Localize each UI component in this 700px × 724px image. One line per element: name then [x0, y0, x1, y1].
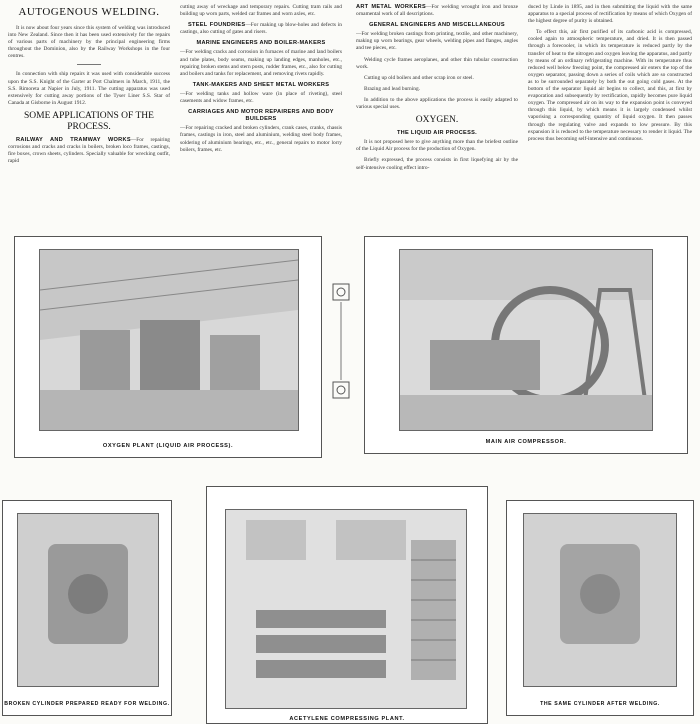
paragraph-text: —For repairing corrosions and cracks and cracks in boilers, broken loco frames, castings, fire boxes, crown sheets, cylinders. Specially valuable for wrecking outfit, rapid: [8, 136, 170, 165]
paragraph: cutting away of wreckage and temporary repairs. Cutting tram rails and building up worn parts, welded car frames and worn axles, etc.: [180, 4, 342, 18]
photo-caption: OXYGEN PLANT (LIQUID AIR PROCESS).: [102, 443, 234, 449]
section-title: SOME APPLICATIONS OF THE PROCESS.: [24, 110, 154, 132]
paragraph: Welding cycle frames aeroplanes, and other thin tubular construction work.: [356, 56, 518, 70]
paragraph: Cutting up old boilers and other scrap iron or steel.: [364, 74, 474, 81]
photo-caption: BROKEN CYLINDER PREPARED READY FOR WELDING.: [4, 701, 170, 707]
paragraph: In addition to the above applications the process is easily adapted to various special uses.: [356, 96, 518, 111]
paragraph: Brazing and lead burning.: [364, 85, 420, 92]
photo-frame-main-compressor: [364, 236, 688, 454]
paragraph: It is not proposed here to give anything more than the briefest outline of the Liquid Air process for the production of Oxygen.: [356, 139, 518, 153]
paragraph: —For welding broken castings from printing, textile, and other machinery, making up worn bearings, gear wheels, welding pipes and flanges, angles and tee pieces, etc.: [356, 31, 518, 52]
factory-interior-illustration: [40, 250, 298, 430]
paragraph: —For welding tanks and hollow ware (in place of riveting), steel casements and widow frames, etc.: [180, 90, 342, 105]
paragraph: In connection with ship repairs it was used with considerable success upon the S.S. Knight of the Garter at Port Chalmers in March, 1911, the S.S. Rimoreta at Napier in July, 1911. The cutting apparatus was used extensively for cutting away portions of the Tyser Liner S.S. Star of Canada at Gisborne in August 1912.: [8, 71, 170, 106]
cylinder-illustration: [18, 514, 158, 686]
paragraph-text: —For welding wrought iron and bronze ornamental work of all descriptions.: [356, 4, 518, 18]
acetylene-plant-illustration: [226, 510, 466, 708]
paragraph: duced by Linde in 1895, and in then submitting the liquid with the same apparatus to a special process of rectification by means of which Oxygen of the highest degree of purity is obtained.: [528, 4, 692, 25]
paragraph-text: —For making up blow-holes and defects in castings, also cutting of gates and risers.: [180, 22, 342, 36]
paragraph: [180, 22, 342, 36]
subheading: THE LIQUID AIR PROCESS.: [396, 130, 478, 137]
subheading: RAILWAY AND TRAMWAY WORKS: [16, 136, 131, 143]
column-3: [356, 4, 518, 250]
photo-frame-oxygen-plant: [14, 236, 322, 458]
photo-cylinder-after: [523, 513, 677, 687]
paragraph: It is now about four years since this system of welding was introduced into New Zealand. Since then it has been used extensively for the repairs of various parts of machinery by the principal engineering firms throughout the Dominion, also by the Railway Workshops in the four centres.: [8, 25, 170, 60]
photo-oxygen-plant: [39, 249, 299, 431]
article-title: AUTOGENOUS WELDING.: [18, 6, 160, 18]
column-4: [528, 4, 692, 250]
subheading: GENERAL ENGINEERS AND MISCELLANEOUS: [369, 22, 505, 29]
photo-broken-cylinder: [17, 513, 159, 687]
photo-caption: ACETYLENE COMPRESSING PLANT.: [289, 716, 405, 722]
compressor-illustration: [400, 250, 652, 430]
column-1: [8, 4, 170, 250]
paragraph: [356, 4, 518, 18]
paragraph: To effect this, air first purified of its carbonic acid is compressed, cooled again to atmospheric temperature, and dried. It is then passed through a forecooler, in which its temperature is reduced partly by the transfer of heat to the nitrogen and oxygen leaving the apparatus, and partly by means of an ordinary refrigerating machine. With its temperature thus reduced well below freezing point, the compressed air enters the top of the oxygen separator, passing down a series of coils which are so constructed as to be surrounded separately by both the out going cold gases. At the bottom of the separator liquid air begins to collect, and this, at first by evaporation and subsequently by rectification, rapidly becomes pure liquid oxygen. The compressed air on its way to the expansion point is conveyed through this liquid, by which means it is largely condensed whilst vaporising a corresponding quantity of liquid oxygen. It then passes through the regulating valve and expands to low pressure. By this expansion it is reduced to the temperature necessary to render it liquid. The process thus becoming self-intensive and continuous.: [528, 29, 692, 142]
paragraph: —For welding cracks and corrosion in furnaces of marine and land boilers and tube plates, body seams, making up landing edges, manholes, etc., repairing broken stems and stern posts, rudder frames, etc., also for cutting and boilers and tanks for replacement, and removing rivets rapidly.: [180, 49, 342, 77]
column-2: [180, 4, 342, 250]
divider: [77, 64, 101, 65]
subheading: TANK-MAKERS AND SHEET METAL WORKERS: [192, 81, 330, 88]
subheading: MARINE ENGINEERS AND BOILER-MAKERS: [196, 40, 326, 47]
section-title: OXYGEN.: [415, 115, 459, 126]
photo-main-compressor: [399, 249, 653, 431]
photo-frame-cylinder-after: [506, 500, 694, 716]
subheading: ART METAL WORKERS: [356, 4, 427, 10]
paragraph: [8, 137, 170, 165]
subheading: CARRIAGES AND MOTOR REPAIRERS AND BODY BUILDERS: [188, 109, 334, 123]
photo-frame-acetylene-plant: [206, 486, 488, 724]
photo-frame-broken-cylinder: [2, 500, 172, 716]
photo-caption: MAIN AIR COMPRESSOR.: [485, 439, 567, 445]
cylinder-after-illustration: [524, 514, 676, 686]
subheading: STEEL FOUNDRIES: [188, 22, 246, 29]
photo-acetylene-plant: [225, 509, 467, 709]
decorative-ornament-icon: [330, 282, 352, 402]
paragraph: —For repairing cracked and broken cylinders, crank cases, cranks, chassis frames, castings in iron, steel and aluminium, welding steel body frames, soldering of aluminium bearings, etc., etc., general repairs to motor lorry boilers, frames, etc.: [180, 125, 342, 153]
photo-caption: THE SAME CYLINDER AFTER WELDING.: [540, 701, 660, 707]
paragraph: Briefly expressed, the process consists in first liquefying air by the self-intensive cooling effect intro-: [356, 157, 518, 171]
